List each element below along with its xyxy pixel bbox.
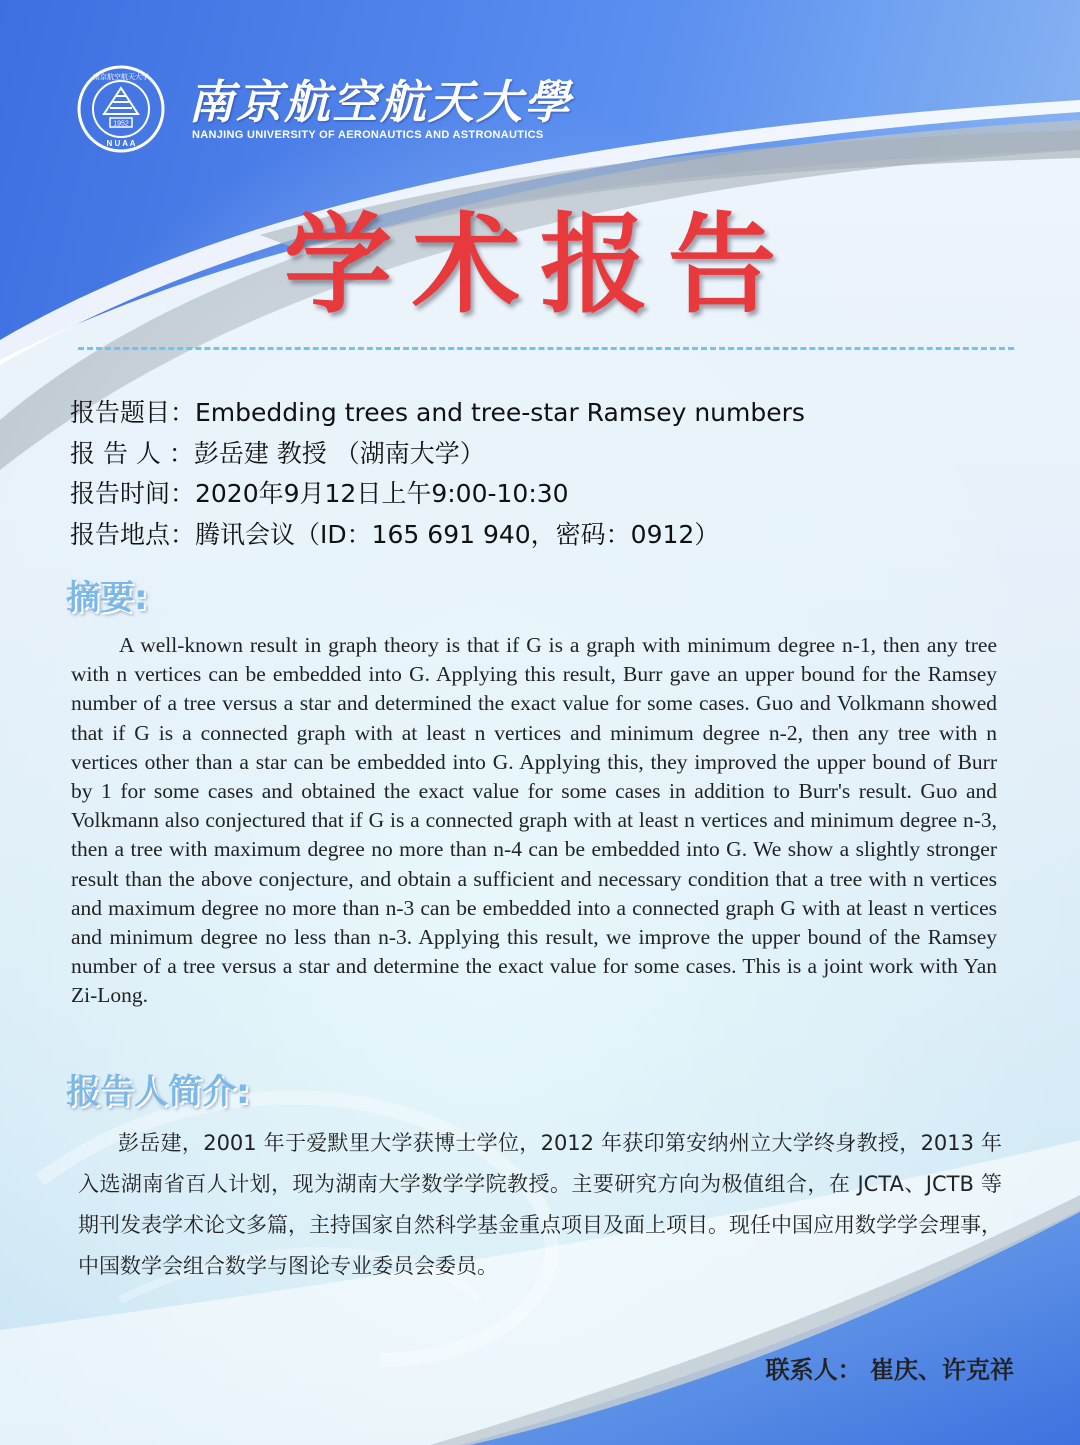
university-name-cn: 南京航空航天大學 xyxy=(188,75,572,129)
bio-text: 彭岳建，2001 年于爱默里大学获博士学位，2012 年获印第安纳州立大学终身教授，2013 年入选湖南省百人计划，现为湖南大学数学学院教授。主要研究方向为极值组合，在 JCTA、JCTB 等期刊发表学术论文多篇，主持国家自然科学基金重点项目及面上项目。现任中国应用数学学会理事，中国数学会组合数学与图论专业委员会委员。 xyxy=(78,1131,1002,1278)
title-divider xyxy=(78,347,1014,350)
university-seal-icon xyxy=(76,64,166,154)
abstract-text: A well-known result in graph theory is that if G is a graph with minimum degree n-1, then any tree with n vertices can be embedded into G. Applying this result, Burr gave an upper bound for the Ramsey number of a tree versus a star and determined the exact value for some cases. Guo and Volkmann showed that if G is a connected graph with at least n vertices and minimum degree n-2, then any tree with n vertices other than a star can be embedded into G. Applying this, they improved the upper bound of Burr by 1 for some cases and obtained the exact value for some cases in addition to Burr's result. Guo and Volkmann also conjectured that if G is a connected graph with at least n vertices and minimum degree n-3, then a tree with maximum degree no more than n-4 can be embedded into G. We show a slightly stronger result than the above conjecture, and obtain a sufficient and necessary condition that a tree with n vertices and maximum degree no more than n-3 can be embedded into a connected graph G with at least n vertices and minimum degree no less than n-3. Applying this result, we improve the upper bound of the Ramsey number of a tree versus a star and determine the exact value for some cases. This is a joint work with Yan Zi-Long. xyxy=(71,633,997,1008)
speaker-row: 报 告 人 ：彭岳建 教授 （湖南大学） xyxy=(70,438,485,468)
bio-heading: 报告人简介: xyxy=(66,1072,250,1112)
abstract-heading: 摘要: xyxy=(66,578,148,618)
talk-info xyxy=(70,393,1030,555)
contact-people: 联系人： 崔庆、许克祥 xyxy=(765,1356,1014,1384)
poster-title: 学术报告 xyxy=(283,203,796,328)
time-row: 报告时间：2020年9月12日上午9:00-10:30 xyxy=(70,479,569,508)
university-name-en: NANJING UNIVERSITY OF AERONAUTICS AND ASTRONAUTICS xyxy=(192,129,544,141)
location-row: 报告地点：腾讯会议（ID：165 691 940，密码：0912） xyxy=(70,519,720,549)
seal-year: 1952 xyxy=(113,120,129,128)
seal-ring-text: 南京航空航天大学 xyxy=(93,73,149,81)
seal-abbr: N U A A xyxy=(106,139,136,148)
talk-title-row: 报告题目：Embedding trees and tree-star Ramsey numbers xyxy=(70,398,805,427)
